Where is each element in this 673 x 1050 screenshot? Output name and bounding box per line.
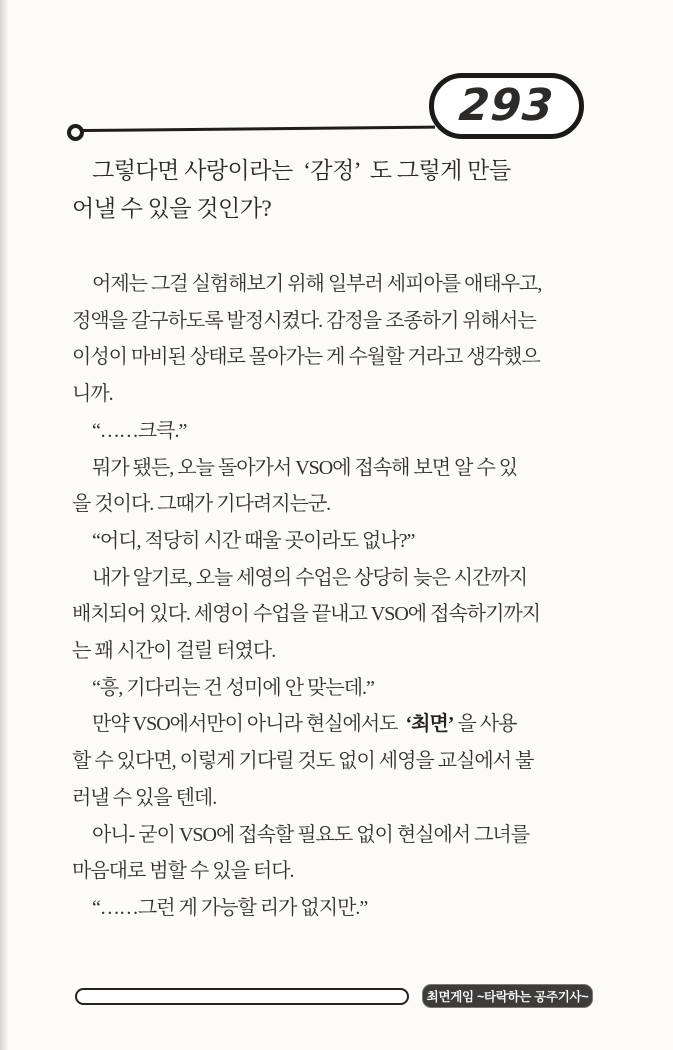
scan-edge-shadow xyxy=(0,0,9,1050)
text-segment: “……크큭.” xyxy=(92,419,187,442)
text-segment: 을 것이다. 그때가 기다려지는군. xyxy=(72,493,331,516)
text-segment: 뭐가 됐든, 오늘 돌아가서 VSO에 접속해 보면 알 수 있 xyxy=(92,456,518,479)
text-line xyxy=(72,450,602,487)
text-segment: 을 사용 xyxy=(453,713,517,736)
header-ring-icon xyxy=(67,124,84,141)
text-line xyxy=(72,633,602,670)
text-segment: 만약 VSO에서만이 아니라 현실에서도 xyxy=(92,713,406,736)
text-segment: 니까. xyxy=(72,383,113,406)
text-segment: 러낼 수 있을 텐데. xyxy=(72,786,217,809)
text-segment: “흥, 기다리는 건 성미에 안 맞는데.” xyxy=(92,676,374,699)
text-segment: 마음대로 범할 수 있을 터다. xyxy=(72,860,294,883)
text-segment: 할 수 있다면, 이렇게 기다릴 것도 없이 세영을 교실에서 불 xyxy=(72,750,534,773)
body-text xyxy=(72,266,602,927)
book-title: 최면게임 ~타락하는 공주기사~ xyxy=(426,990,589,1004)
text-line xyxy=(72,890,602,927)
text-line xyxy=(72,152,602,190)
text-segment: 어낼 수 있을 것인가? xyxy=(72,196,272,221)
text-segment: 는 꽤 시간이 걸릴 터였다. xyxy=(72,640,276,663)
text-segment: 아니- 굳이 VSO에 접속할 필요도 없이 현실에서 그녀를 xyxy=(92,823,530,846)
text-segment: “……그런 게 가능할 리가 없지만.” xyxy=(92,896,368,919)
text-line xyxy=(72,706,602,743)
page-number-badge xyxy=(429,73,584,139)
text-line xyxy=(72,596,602,633)
header-rule-line xyxy=(83,126,435,132)
book-title-badge xyxy=(423,985,592,1007)
text-line xyxy=(72,523,602,560)
text-line xyxy=(72,486,602,523)
emphasis-text: ‘최면’ xyxy=(405,713,454,736)
text-line xyxy=(72,743,602,780)
footer-ornament-pill xyxy=(75,988,409,1005)
text-segment: 정액을 갈구하도록 발정시켰다. 감정을 조종하기 위해서는 xyxy=(72,309,536,332)
text-segment: 어제는 그걸 실험해보기 위해 일부러 세피아를 애태우고, xyxy=(92,273,542,295)
text-line xyxy=(72,303,602,340)
text-line xyxy=(72,853,602,890)
text-line xyxy=(72,560,602,597)
text-segment: 배치되어 있다. 세영이 수업을 끝내고 VSO에 접속하기까지 xyxy=(72,603,541,626)
page-number: 293 xyxy=(457,80,556,131)
text-segment: 이성이 마비된 상태로 몰아가는 게 수월할 거라고 생각했으 xyxy=(72,346,540,369)
text-segment: 그렇다면 사랑이라는 ‘감정’ 도 그렇게 만들 xyxy=(92,158,511,183)
chapter-heading xyxy=(72,152,602,228)
text-line xyxy=(72,190,602,228)
text-segment: 내가 알기로, 오늘 세영의 수업은 상당히 늦은 시간까지 xyxy=(92,566,528,589)
text-segment: “어디, 적당히 시간 때울 곳이라도 없나?” xyxy=(92,529,415,552)
text-line xyxy=(72,376,602,413)
text-line xyxy=(72,780,602,817)
text-line xyxy=(72,670,602,707)
text-line xyxy=(72,413,602,450)
text-line xyxy=(72,266,602,303)
text-line xyxy=(72,817,602,854)
text-line xyxy=(72,339,602,376)
